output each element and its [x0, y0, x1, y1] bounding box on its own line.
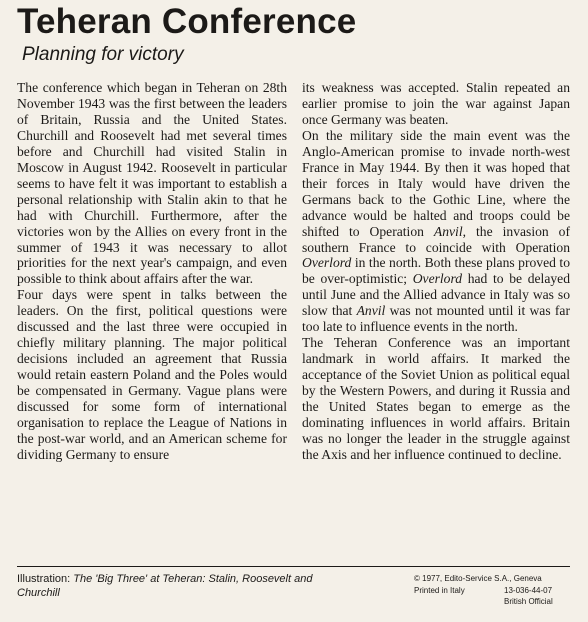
paragraph-text: , the invasion of southern France to coincide with Operation [302, 223, 571, 255]
paragraph: The conference which began in Teheran on 28th November 1943 was the first between the leaders of Britain, Russia and the United States. Churchill and Roosevelt had met several times before and Churchill had visited Stalin in Moscow in August 1942. Roosevelt in particular seems to have felt it was important to establish a personal relationship with Stalin akin to that he had with Churchill. Furthermore, after the victories won by the Allies on every front in the summer of 1943 it was necessary to allot priorities for the next year's campaign, and even possible to think about affairs after the war. [17, 80, 287, 287]
print-info-row [414, 585, 574, 597]
operation-name: Overlord [302, 255, 352, 271]
paragraph-text: was not mounted until it was far too late to influence events in the north. [302, 303, 570, 335]
paragraph-text: had to be delayed until June and the Allied advance in Italy was so slow that [302, 271, 570, 319]
publisher-info [414, 573, 574, 608]
illustration-caption [17, 572, 357, 600]
paragraph-text: in the north. Both these plans proved to be over-optimistic; [302, 255, 570, 287]
page-title: Teheran Conference [17, 2, 357, 41]
caption-label: Illustration: [17, 573, 74, 585]
left-column [17, 80, 287, 463]
photo-credit: British Official [504, 597, 553, 606]
paragraph: its weakness was accepted. Stalin repeated an earlier promise to join the war against Japan once Germany was beaten. [302, 80, 570, 127]
paragraph [302, 128, 570, 335]
operation-name: Anvil [433, 223, 463, 239]
printed-in: Printed in Italy [414, 585, 465, 595]
right-column [302, 80, 570, 463]
credit-spacer [414, 596, 504, 608]
paragraph: The Teheran Conference was an important landmark in world affairs. It marked the acceptance of the Soviet Union as political equal by the Western Powers, and during it Russia and the United States began to emerge as the dominating influences in world affairs. Britain was no longer the leader in the struggle against the Axis and her influence continued to decline. [302, 335, 570, 462]
card-code: 13-036-44-07 [504, 585, 553, 595]
operation-name: Overlord [412, 271, 463, 287]
paragraph: Four days were spent in talks between the leaders. On the first, political questions were discussed and the last three were occupied in chiefly military planning. The major political decisions included an agreement that Russia would retain eastern Poland and the Poles would be compensated in Germany. Vague plans were discussed for some form of international organisation to replace the League of Nations in the post-war world, and an American scheme for dividing Germany to ensure [17, 287, 287, 462]
paragraph-text: On the military side the main event was the Anglo-American promise to invade north-west France in May 1944. By then it was hoped that their forces in Italy would have driven the Germans back to the Gothic Line, where the advance would be halted and troops could be shifted to Operation [302, 127, 570, 239]
page-subtitle: Planning for victory [22, 44, 184, 65]
footer-divider [17, 566, 570, 567]
credit-row [414, 596, 574, 608]
caption-text: The 'Big Three' at Teheran: Stalin, Roosevelt and Churchill [17, 573, 313, 599]
operation-name: Anvil [356, 303, 386, 319]
copyright-line: © 1977, Edito-Service S.A., Geneva [414, 574, 542, 583]
